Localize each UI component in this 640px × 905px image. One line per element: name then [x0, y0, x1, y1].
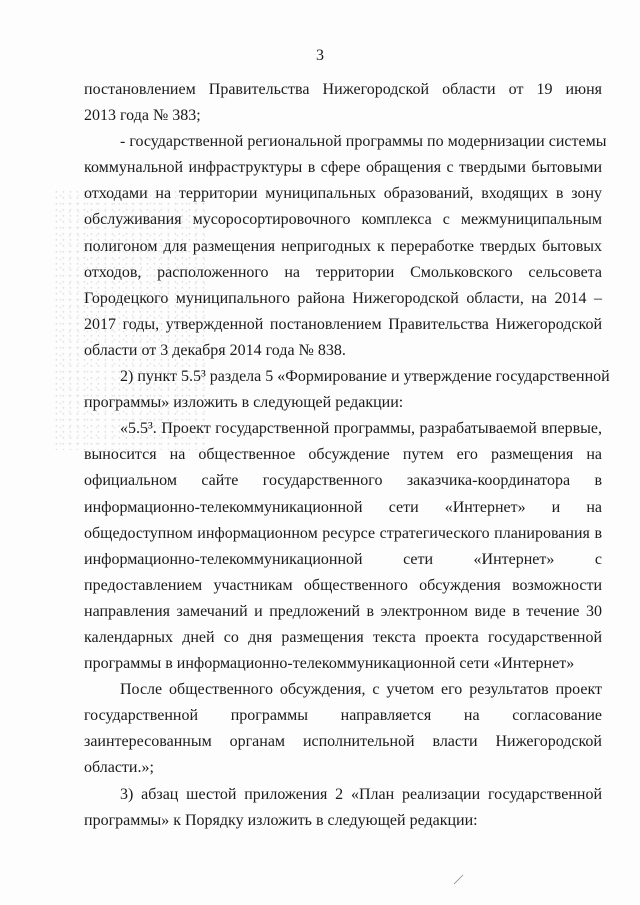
- text-line: 2017 годы, утвержденной постановлением Правительства Нижегородской: [84, 315, 602, 333]
- text-line: области.»;: [84, 759, 154, 777]
- text-line: информационно-телекоммуникационной сети «Интернет» и на: [84, 498, 602, 516]
- text-line: выносится на общественное обсуждение путем его размещения на: [84, 446, 602, 464]
- text-line: программы в информационно-телекоммуникационной сети «Интернет»: [84, 655, 575, 673]
- pen-mark-icon: [452, 872, 466, 886]
- text-line: области от 3 декабря 2014 года № 838.: [84, 341, 346, 359]
- document-body: [84, 77, 610, 834]
- text-line: 2) пункт 5.5³ раздела 5 «Формирование и утверждение государственной: [120, 368, 610, 386]
- text-line: отходов, расположенного на территории Смольковского сельсовета: [84, 263, 602, 281]
- text-line: официальном сайте государственного заказчика-координатора в: [84, 472, 602, 490]
- text-line: направления замечаний и предложений в электронном виде в течение 30: [84, 602, 602, 620]
- text-line: календарных дней со дня размещения текста проекта государственной: [84, 628, 602, 646]
- text-line: 3) абзац шестой приложения 2 «План реализации государственной: [120, 785, 602, 803]
- text-line: «5.5³. Проект государственной программы, разрабатываемой впервые,: [120, 420, 602, 438]
- text-line: отходами на территории муниципальных образований, входящих в зону: [84, 185, 602, 203]
- text-line: - государственной региональной программы по модернизации системы: [120, 133, 607, 151]
- text-line: программы» изложить в следующей редакции:: [84, 394, 404, 412]
- text-line: постановлением Правительства Нижегородской области от 19 июня: [84, 81, 602, 98]
- text-line: коммунальной инфраструктуры в сфере обращения с твердыми бытовыми: [84, 159, 602, 177]
- text-line: программы» к Порядку изложить в следующей редакции:: [84, 811, 478, 829]
- text-line: заинтересованным органам исполнительной власти Нижегородской: [84, 733, 602, 751]
- page-number: 3: [316, 47, 324, 64]
- text-line: обслуживания мусоросортировочного комплекса с межмуниципальным: [84, 211, 602, 229]
- text-line: После общественного обсуждения, с учетом его результатов проект: [120, 681, 602, 699]
- text-line: информационно-телекоммуникационной сети «Интернет» с: [84, 550, 602, 568]
- text-line: Городецкого муниципального района Нижегородской области, на 2014 –: [84, 289, 602, 307]
- text-line: государственной программы направляется на согласование: [84, 707, 602, 725]
- text-line: 2013 года № 383;: [84, 107, 201, 125]
- text-line: полигоном для размещения непригодных к переработке твердых бытовых: [84, 237, 602, 255]
- text-line: предоставлением участникам общественного обсуждения возможности: [84, 576, 602, 594]
- text-line: общедоступном информационном ресурсе стратегического планирования в: [84, 524, 602, 542]
